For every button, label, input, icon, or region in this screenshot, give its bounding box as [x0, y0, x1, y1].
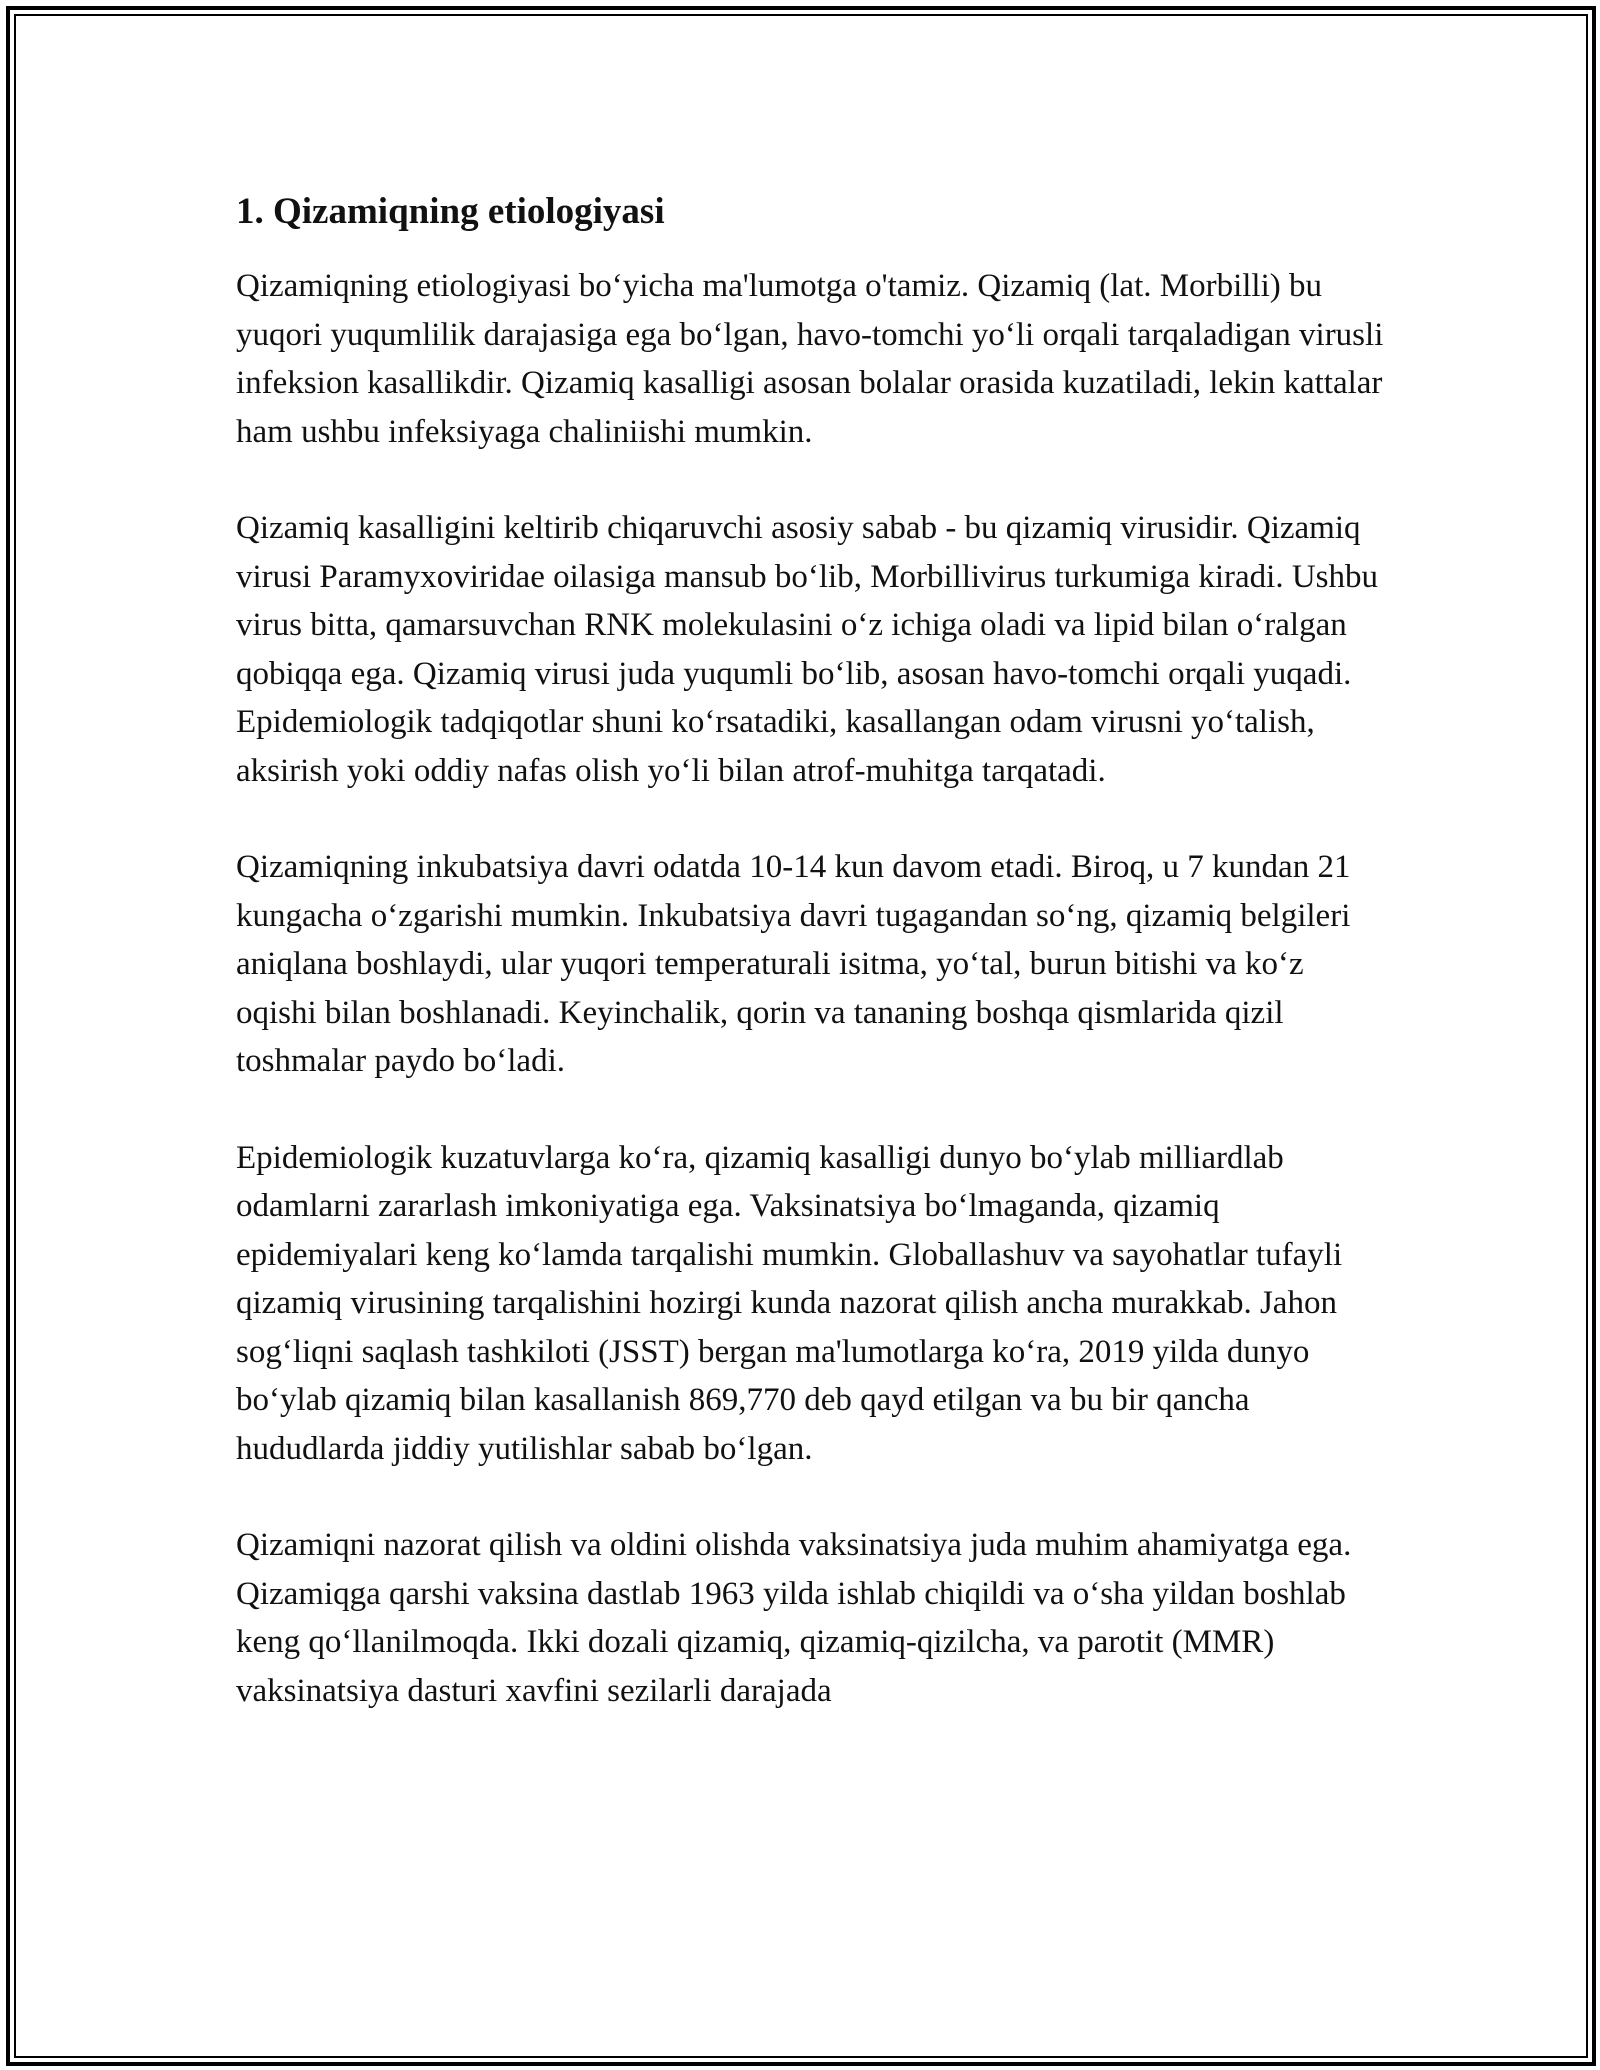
paragraph-2: Qizamiq kasalligini keltirib chiqaruvchi asosiy sabab - bu qizamiq virusidir. Qizamiq virusi Paramyxoviridae oilasiga mansub bo‘lib, Morbillivirus turkumiga kiradi. Ushbu virus bitta, qamarsuvchan RNK molekulasini o‘z ichiga oladi va lipid bilan o‘ralgan qobiqqa ega. Qizamiq virusi juda yuqumli bo‘lib, asosan havo-tomchi orqali yuqadi. Epidemiologik tadqiqotlar shuni ko‘rsatadiki, kasallangan odam virusni yo‘talish, aksirish yoki oddiy nafas olish yo‘li bilan atrof-muhitga tarqatadi. [236, 510, 1379, 789]
section-heading: 1. Qizamiqning etiologiyasi [236, 191, 665, 232]
paragraph-4: Epidemiologik kuzatuvlarga ko‘ra, qizamiq kasalligi dunyo bo‘ylab milliardlab odamlarni zararlash imkoniyatiga ega. Vaksinatsiya bo‘lmaganda, qizamiq epidemiyalari keng ko‘lamda tarqalishi mumkin. Globallashuv va sayohatlar tufayli qizamiq virusining tarqalishini hozirgi kunda nazorat qilish ancha murakkab. Jahon sog‘liqni saqlash tashkiloti (JSST) bergan ma'lumotlarga ko‘ra, 2019 yilda dunyo bo‘ylab qizamiq bilan kasallanish 869,770 deb qayd etilgan va bu bir qancha hududlarda jiddiy yutilishlar sabab bo‘lgan. [236, 1139, 1343, 1467]
paragraph-1: Qizamiqning etiologiyasi bo‘yicha ma'lumotga o'tamiz. Qizamiq (lat. Morbilli) bu yuqori yuqumlilik darajasiga ega bo‘lgan, havo-tomchi yo‘li orqali tarqaladigan virusli infeksion kasallikdir. Qizamiq kasalligi asosan bolalar orasida kuzatiladi, lekin kattalar ham ushbu infeksiyaga chaliniishi mumkin. [236, 268, 1384, 450]
paragraph-5: Qizamiqni nazorat qilish va oldini olishda vaksinatsiya juda muhim ahamiyatga ega. Qizamiqga qarshi vaksina dastlab 1963 yilda ishlab chiqildi va o‘sha yildan boshlab keng qo‘llanilmoqda. Ikki dozali qizamiq, qizamiq-qizilcha, va parotit (MMR) vaksinatsiya dasturi xavfini sezilarli darajada [236, 1527, 1352, 1709]
document-body [236, 190, 1386, 1763]
paragraph-3: Qizamiqning inkubatsiya davri odatda 10-14 kun davom etadi. Biroq, u 7 kundan 21 kungacha o‘zgarishi mumkin. Inkubatsiya davri tugagandan so‘ng, qizamiq belgileri aniqlana boshlaydi, ular yuqori temperaturali isitma, yo‘tal, burun bitishi va ko‘z oqishi bilan boshlanadi. Keyinchalik, qorin va tananing boshqa qismlarida qizil toshmalar paydo bo‘ladi. [236, 849, 1351, 1079]
